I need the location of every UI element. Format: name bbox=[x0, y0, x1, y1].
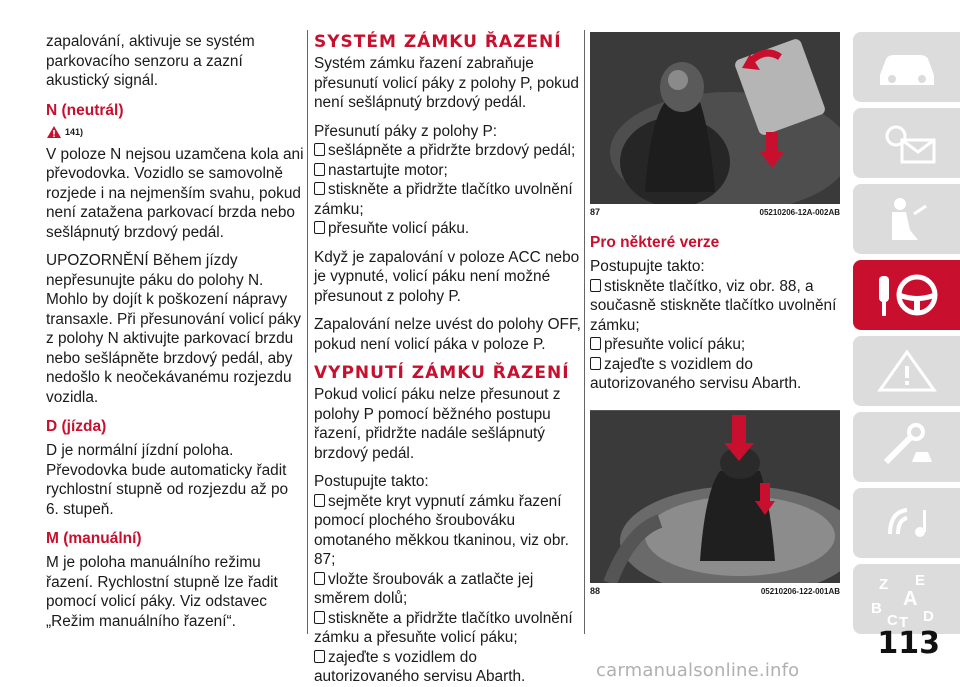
list-item: stiskněte tlačítko, viz obr. 88, a současně stiskněte tlačítko uvolnění zámku; bbox=[590, 277, 837, 334]
manual-heading: M (manuální) bbox=[46, 530, 142, 547]
warning-triangle-icon bbox=[46, 125, 62, 139]
figure-87-caption bbox=[590, 207, 840, 217]
drive-text: D je normální jízdní poloha. Převodovka bude automaticky řadit rychlostní stupně od rozjezdu až po 6. stupeň. bbox=[46, 442, 289, 518]
tab-index[interactable] bbox=[853, 564, 960, 634]
acc-text: Když je zapalování v poloze ACC nebo je vypnuté, volicí páku není možné přesunout z polohy P. bbox=[314, 248, 580, 305]
figure-code: 05210206-12A-002AB bbox=[759, 208, 840, 217]
shift-lock-move-label: Přesunutí páky z polohy P: bbox=[314, 122, 498, 140]
figure-code: 05210206-122-001AB bbox=[760, 586, 840, 596]
emergency-icon bbox=[872, 346, 942, 396]
column-3 bbox=[590, 32, 840, 596]
tab-emergency[interactable] bbox=[853, 336, 960, 406]
key-steering-icon bbox=[867, 270, 947, 320]
override-steps-label: Postupujte takto: bbox=[314, 473, 429, 490]
gear-lever-photo-2 bbox=[590, 411, 840, 583]
checkbox-bullet-icon bbox=[590, 337, 601, 350]
tab-safety[interactable] bbox=[853, 184, 960, 254]
checkbox-bullet-icon bbox=[590, 357, 601, 370]
figure-88-caption bbox=[590, 586, 840, 596]
multimedia-icon bbox=[872, 498, 942, 548]
checkbox-bullet-icon bbox=[590, 279, 601, 292]
index-letter: B bbox=[870, 600, 882, 617]
index-icon bbox=[867, 569, 947, 629]
list-item: stiskněte a přidržte tlačítko uvolnění zámku a přesuňte volicí páku; bbox=[314, 609, 573, 646]
warning-reference bbox=[46, 125, 304, 139]
tab-multimedia[interactable] bbox=[853, 488, 960, 558]
shift-lock-text: Systém zámku řazení zabraňuje přesunutí volicí páky z polohy P, pokud není sešlápnutý brzdový pedál. bbox=[314, 55, 579, 111]
column-2 bbox=[314, 32, 582, 687]
some-versions-heading: Pro některé verze bbox=[590, 234, 720, 251]
seat-airbag-icon bbox=[872, 194, 942, 244]
checkbox-bullet-icon bbox=[314, 572, 325, 585]
car-dashboard-icon bbox=[872, 45, 942, 90]
tab-warning-lights[interactable] bbox=[853, 108, 960, 178]
column-divider-right bbox=[584, 30, 585, 634]
off-text: Zapalování nelze uvést do polohy OFF, pokud není volicí páka v poloze P. bbox=[314, 316, 581, 353]
checkbox-bullet-icon bbox=[314, 143, 325, 156]
warning-paragraph: UPOZORNĚNÍ Během jízdy nepřesunujte páku do polohy N. Mohlo by dojít k poškození nápravy transaxle. Při přesunování volicí páky z polohy N aktivujte parkovací brzdu nebo sešlápněte brzdový pedál, aby nedošlo k neočekávanému rozjezdu vozidla. bbox=[46, 252, 301, 406]
neutral-heading: N (neutrál) bbox=[46, 101, 124, 119]
figure-88-photo bbox=[590, 411, 840, 583]
list-item: sešlápněte a přidržte brzdový pedál; bbox=[314, 141, 582, 161]
some-steps-label: Postupujte takto: bbox=[590, 258, 705, 275]
list-item: přesuňte volicí páku. bbox=[314, 219, 582, 239]
list-item: sejměte kryt vypnutí zámku řazení pomocí plochého šroubováku omotaného měkkou tkaninou, viz obr. 87; bbox=[314, 492, 569, 568]
list-item: stiskněte a přidržte tlačítko uvolnění zámku; bbox=[314, 181, 573, 218]
intro-text: zapalování, aktivuje se systém parkovacího senzoru a zazní akustický signál. bbox=[46, 33, 255, 89]
manual-text: M je poloha manuálního režimu řazení. Rychlostní stupně lze řadit pomocí volicí páky. Viz odstavec „Režim manuálního řazení“. bbox=[46, 554, 278, 630]
tab-starting-driving[interactable] bbox=[853, 260, 960, 330]
checkbox-bullet-icon bbox=[314, 163, 325, 176]
shift-lock-heading: SYSTÉM ZÁMKU ŘAZENÍ bbox=[314, 32, 562, 52]
tab-dashboard[interactable] bbox=[853, 32, 960, 102]
drive-heading: D (jízda) bbox=[46, 418, 107, 435]
gear-lever-photo-1 bbox=[590, 32, 840, 204]
column-1 bbox=[46, 32, 304, 640]
checkbox-bullet-icon bbox=[314, 494, 325, 507]
list-item: přesuňte volicí páku; bbox=[590, 335, 840, 355]
page-number: 113 bbox=[877, 626, 940, 661]
neutral-text: V poloze N nejsou uzamčena kola ani převodovka. Vozidlo se samovolně rozjede i na nejmenším svahu, pokud není zatažena parkovací brzda nebo sešlápnutý brzdový pedál. bbox=[46, 145, 304, 241]
checkbox-bullet-icon bbox=[314, 182, 325, 195]
shift-lock-override-heading: VYPNUTÍ ZÁMKU ŘAZENÍ bbox=[314, 363, 570, 383]
override-intro: Pokud volicí páku nelze přesunout z polohy P pomocí běžného postupu řazení, přidržte nadále sešlápnutý brzdový pedál. bbox=[314, 386, 561, 462]
column-divider-left bbox=[307, 30, 308, 634]
index-letter: A bbox=[902, 588, 917, 610]
tab-maintenance[interactable] bbox=[853, 412, 960, 482]
list-item: nastartujte motor; bbox=[314, 161, 582, 181]
figure-number: 87 bbox=[590, 207, 601, 217]
index-letter: Z bbox=[878, 576, 888, 593]
list-item: zajeďte s vozidlem do autorizovaného servisu Abarth. bbox=[590, 355, 802, 392]
chapter-tabs bbox=[853, 32, 960, 640]
checkbox-bullet-icon bbox=[314, 611, 325, 624]
maintenance-icon bbox=[872, 422, 942, 472]
index-letter: C bbox=[886, 612, 898, 629]
index-letter: T bbox=[898, 614, 908, 629]
index-letter: E bbox=[914, 572, 925, 589]
checkbox-bullet-icon bbox=[314, 221, 325, 234]
figure-number: 88 bbox=[590, 585, 601, 596]
warning-ref-number: 141) bbox=[65, 126, 84, 137]
checkbox-bullet-icon bbox=[314, 650, 325, 663]
figure-87-photo bbox=[590, 32, 840, 204]
watermark: carmanualsonline.info bbox=[596, 660, 800, 681]
index-letter: D bbox=[922, 608, 934, 625]
list-item: zajeďte s vozidlem do autorizovaného servisu Abarth. bbox=[314, 648, 526, 685]
list-item: vložte šroubovák a zatlačte jej směrem dolů; bbox=[314, 570, 534, 607]
warning-lights-icon bbox=[872, 118, 942, 168]
